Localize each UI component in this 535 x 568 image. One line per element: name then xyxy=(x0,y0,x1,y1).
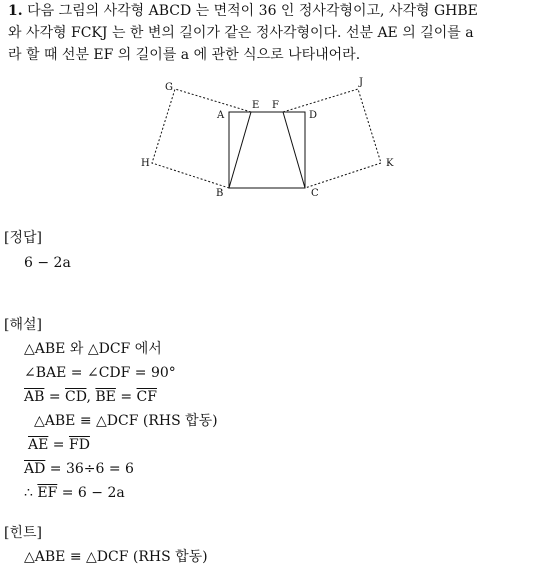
label-d: D xyxy=(309,110,318,121)
segment-cf xyxy=(283,112,305,188)
explanation-line-7 xyxy=(24,484,125,502)
label-j: J xyxy=(359,77,364,88)
segment-fd-label: $\overline{FD}$ xyxy=(68,437,90,453)
question-text-1: 다음 그림의 사각형 ABCD 는 면적이 36 인 정사각형이고, 사각형 GHBE xyxy=(27,3,478,19)
equals-2: = xyxy=(115,389,137,405)
triangle-dcf: △DCF xyxy=(87,341,131,357)
label-g: G xyxy=(165,82,173,93)
question-text-3: 라 할 때 선분 EF 의 길이를 a 에 관한 식으로 나타내어라. xyxy=(8,47,361,63)
explanation-line-5 xyxy=(28,436,90,454)
explanation-line-2: ∠BAE = ∠CDF = 90° xyxy=(24,365,176,381)
label-b: B xyxy=(216,188,224,199)
explanation-title: [해설] xyxy=(4,317,42,333)
explanation-line-6 xyxy=(24,460,134,478)
explanation-line-1 xyxy=(24,340,162,358)
label-a: A xyxy=(217,110,225,121)
explanation-line-4: △ABE ≡ △DCF (RHS 합동) xyxy=(34,413,218,429)
ad-value: = 36÷6 = 6 xyxy=(45,461,134,477)
therefore-symbol: ∴ xyxy=(24,485,38,501)
segment-ad-label: $\overline{AD}$ xyxy=(24,461,46,477)
segment-cf-label: $\overline{CF}$ xyxy=(136,389,157,405)
text-wa: 와 xyxy=(65,341,88,357)
hint-line: △ABE ≡ △DCF (RHS 합동) xyxy=(24,549,208,565)
segment-ef-label: $\overline{EF}$ xyxy=(37,485,58,501)
square-fckj xyxy=(283,89,381,188)
label-f: F xyxy=(272,100,279,111)
hint-title: [힌트] xyxy=(4,525,42,541)
text-eseo: 에서 xyxy=(130,341,162,357)
square-ghbe xyxy=(152,89,251,188)
ef-value: = 6 − 2a xyxy=(57,485,125,501)
question-number: 1. xyxy=(8,3,23,19)
segment-cd-label: $\overline{CD}$ xyxy=(65,389,87,405)
equals: = xyxy=(44,389,66,405)
answer-expression: 6 − 2a xyxy=(24,255,71,271)
triangle-abe: △ABE xyxy=(24,341,66,357)
segment-be xyxy=(229,112,251,188)
equals-3: = xyxy=(48,437,69,453)
label-c: C xyxy=(311,188,319,199)
explanation-line-3 xyxy=(24,388,157,406)
answer-title: [정답] xyxy=(4,230,42,246)
label-e: E xyxy=(252,100,260,111)
geometry-figure xyxy=(0,0,535,210)
segment-ae-label: $\overline{AE}$ xyxy=(28,437,49,453)
label-h: H xyxy=(141,158,150,169)
segment-be-label: $\overline{BE}$ xyxy=(95,389,116,405)
question-text-2: 와 사각형 FCKJ 는 한 변의 길이가 같은 정사각형이다. 선분 AE 의 길이를 a xyxy=(8,25,474,41)
comma: , xyxy=(86,389,96,405)
segment-ab-label: $\overline{AB}$ xyxy=(24,389,45,405)
label-k: K xyxy=(386,158,394,169)
